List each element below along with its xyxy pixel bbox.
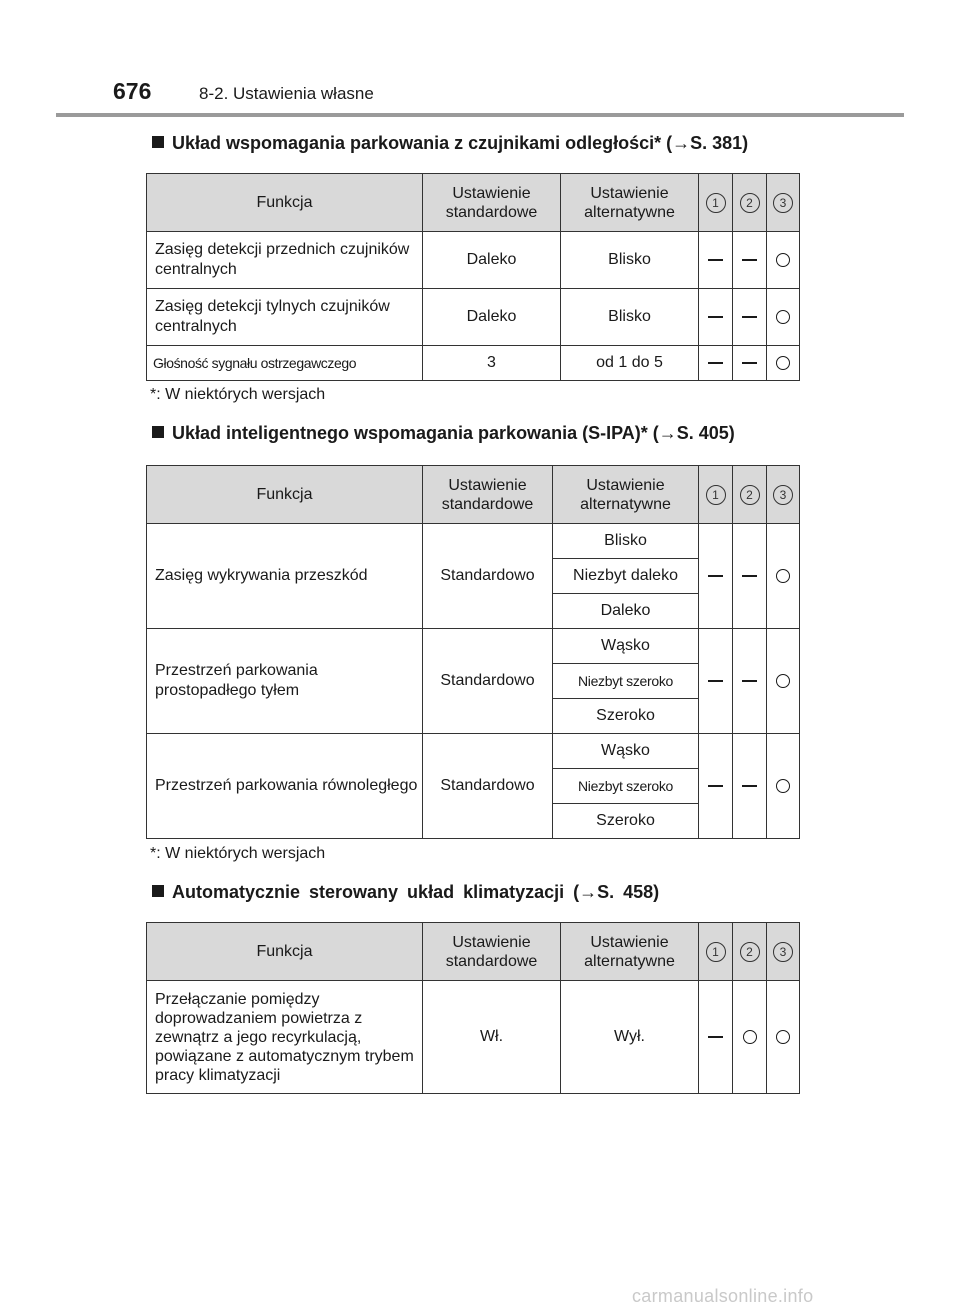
col2-cell xyxy=(733,524,767,629)
default-cell: Wł. xyxy=(423,981,561,1094)
col2-cell xyxy=(733,734,767,839)
alternative-cell: Blisko xyxy=(553,524,699,559)
table-row xyxy=(147,981,800,1094)
alternative-cell: Szeroko xyxy=(553,699,699,734)
col2-cell xyxy=(733,232,767,289)
circle-icon xyxy=(776,674,790,688)
climate-table xyxy=(146,922,800,1094)
page-number: 676 xyxy=(113,78,152,104)
section-3-heading: Automatycznie sterowany układ klimatyzacji (→S. 458) xyxy=(152,882,659,903)
col3-cell xyxy=(767,346,800,381)
alternative-cell: od 1 do 5 xyxy=(561,346,699,381)
col1-cell xyxy=(699,232,733,289)
col2-cell xyxy=(733,629,767,734)
table-row xyxy=(147,289,800,346)
col1-cell xyxy=(699,734,733,839)
dash-icon xyxy=(742,785,757,787)
col3-cell xyxy=(767,734,800,839)
header-function: Funkcja xyxy=(147,923,423,981)
default-cell: Daleko xyxy=(423,232,561,289)
header-default: Ustawienie standardowe xyxy=(423,923,561,981)
header-col-3 xyxy=(767,174,800,232)
circle-icon xyxy=(743,1030,757,1044)
col1-cell xyxy=(699,289,733,346)
alternative-cell: Wąsko xyxy=(553,734,699,769)
dash-icon xyxy=(708,259,723,261)
function-cell: Zasięg detekcji tylnych czujników centralnych xyxy=(147,289,423,346)
arrow-icon: → xyxy=(658,423,677,443)
circle-icon xyxy=(776,356,790,370)
table-header-row xyxy=(147,174,800,232)
circled-1-icon: 1 xyxy=(706,942,726,962)
section-2-heading: Układ inteligentnego wspomagania parkowania (S-IPA)* (→S. 405) xyxy=(152,423,735,444)
col1-cell xyxy=(699,629,733,734)
col3-cell xyxy=(767,289,800,346)
square-bullet-icon xyxy=(152,426,164,438)
arrow-icon: → xyxy=(672,133,691,153)
table-row xyxy=(147,346,800,381)
header-col-3 xyxy=(767,466,800,524)
dash-icon xyxy=(708,785,723,787)
alternative-cell: Blisko xyxy=(561,232,699,289)
col3-cell xyxy=(767,232,800,289)
section-1-heading: Układ wspomagania parkowania z czujnikami odległości* (→S. 381) xyxy=(152,133,748,154)
function-cell: Przełączanie pomiędzy doprowadzaniem powietrza z zewnątrz a jego recyrkulacją, powiązane z automatycznym trybem pracy klimatyzacji xyxy=(147,981,423,1094)
header-col-1 xyxy=(699,466,733,524)
dash-icon xyxy=(742,316,757,318)
col3-cell xyxy=(767,524,800,629)
col2-cell xyxy=(733,981,767,1094)
function-cell: Zasięg detekcji przednich czujników centralnych xyxy=(147,232,423,289)
function-cell: Przestrzeń parkowania równoległego xyxy=(147,734,423,839)
circle-icon xyxy=(776,779,790,793)
table-row xyxy=(147,232,800,289)
alternative-cell: Blisko xyxy=(561,289,699,346)
header-default: Ustawienie standardowe xyxy=(423,466,553,524)
chapter-title: 8-2. Ustawienia własne xyxy=(199,84,374,103)
alternative-cell: Szeroko xyxy=(553,804,699,839)
circled-2-icon: 2 xyxy=(740,485,760,505)
table-row xyxy=(147,524,800,559)
header-alternative: Ustawienie alternatywne xyxy=(561,923,699,981)
table-header-row xyxy=(147,466,800,524)
table-row xyxy=(147,734,800,769)
default-cell: Standardowo xyxy=(423,629,553,734)
dash-icon xyxy=(708,362,723,364)
square-bullet-icon xyxy=(152,885,164,897)
default-cell: Standardowo xyxy=(423,734,553,839)
default-cell: 3 xyxy=(423,346,561,381)
function-cell: Głośność sygnału ostrzegawczego xyxy=(147,346,423,381)
alternative-cell: Niezbyt szeroko xyxy=(553,769,699,804)
alternative-cell: Wąsko xyxy=(553,629,699,664)
s-ipa-table xyxy=(146,465,800,839)
header-default: Ustawienie standardowe xyxy=(423,174,561,232)
circle-icon xyxy=(776,253,790,267)
circled-1-icon: 1 xyxy=(706,193,726,213)
circled-2-icon: 2 xyxy=(740,942,760,962)
arrow-icon: → xyxy=(579,882,598,902)
col3-cell xyxy=(767,629,800,734)
col3-cell xyxy=(767,981,800,1094)
table-row xyxy=(147,629,800,664)
default-cell: Standardowo xyxy=(423,524,553,629)
function-cell: Zasięg wykrywania przeszkód xyxy=(147,524,423,629)
header-col-3 xyxy=(767,923,800,981)
col1-cell xyxy=(699,346,733,381)
circled-2-icon: 2 xyxy=(740,193,760,213)
function-cell: Przestrzeń parkowania prostopadłego tyłem xyxy=(147,629,423,734)
header-function: Funkcja xyxy=(147,466,423,524)
circled-1-icon: 1 xyxy=(706,485,726,505)
circle-icon xyxy=(776,310,790,324)
circle-icon xyxy=(776,569,790,583)
default-cell: Daleko xyxy=(423,289,561,346)
alternative-cell: Wył. xyxy=(561,981,699,1094)
alternative-cell: Niezbyt daleko xyxy=(553,559,699,594)
alternative-cell: Niezbyt szeroko xyxy=(553,664,699,699)
dash-icon xyxy=(742,680,757,682)
col2-cell xyxy=(733,346,767,381)
dash-icon xyxy=(708,680,723,682)
footnote: *: W niektórych wersjach xyxy=(150,845,326,862)
col1-cell xyxy=(699,524,733,629)
header-col-2 xyxy=(733,466,767,524)
circled-3-icon: 3 xyxy=(773,942,793,962)
header-col-1 xyxy=(699,923,733,981)
parking-sensor-table xyxy=(146,173,800,381)
square-bullet-icon xyxy=(152,136,164,148)
header-col-1 xyxy=(699,174,733,232)
circled-3-icon: 3 xyxy=(773,485,793,505)
header-alternative: Ustawienie alternatywne xyxy=(561,174,699,232)
dash-icon xyxy=(742,575,757,577)
table-header-row xyxy=(147,923,800,981)
alternative-cell: Daleko xyxy=(553,594,699,629)
header-alternative: Ustawienie alternatywne xyxy=(553,466,699,524)
dash-icon xyxy=(742,259,757,261)
circled-3-icon: 3 xyxy=(773,193,793,213)
header-col-2 xyxy=(733,923,767,981)
watermark: carmanualsonline.info xyxy=(632,1286,814,1306)
footnote: *: W niektórych wersjach xyxy=(150,386,326,403)
header-rule xyxy=(56,113,904,117)
page-header xyxy=(0,0,960,118)
dash-icon xyxy=(708,316,723,318)
dash-icon xyxy=(708,575,723,577)
header-function: Funkcja xyxy=(147,174,423,232)
col1-cell xyxy=(699,981,733,1094)
circle-icon xyxy=(776,1030,790,1044)
dash-icon xyxy=(742,362,757,364)
header-col-2 xyxy=(733,174,767,232)
col2-cell xyxy=(733,289,767,346)
dash-icon xyxy=(708,1036,723,1038)
